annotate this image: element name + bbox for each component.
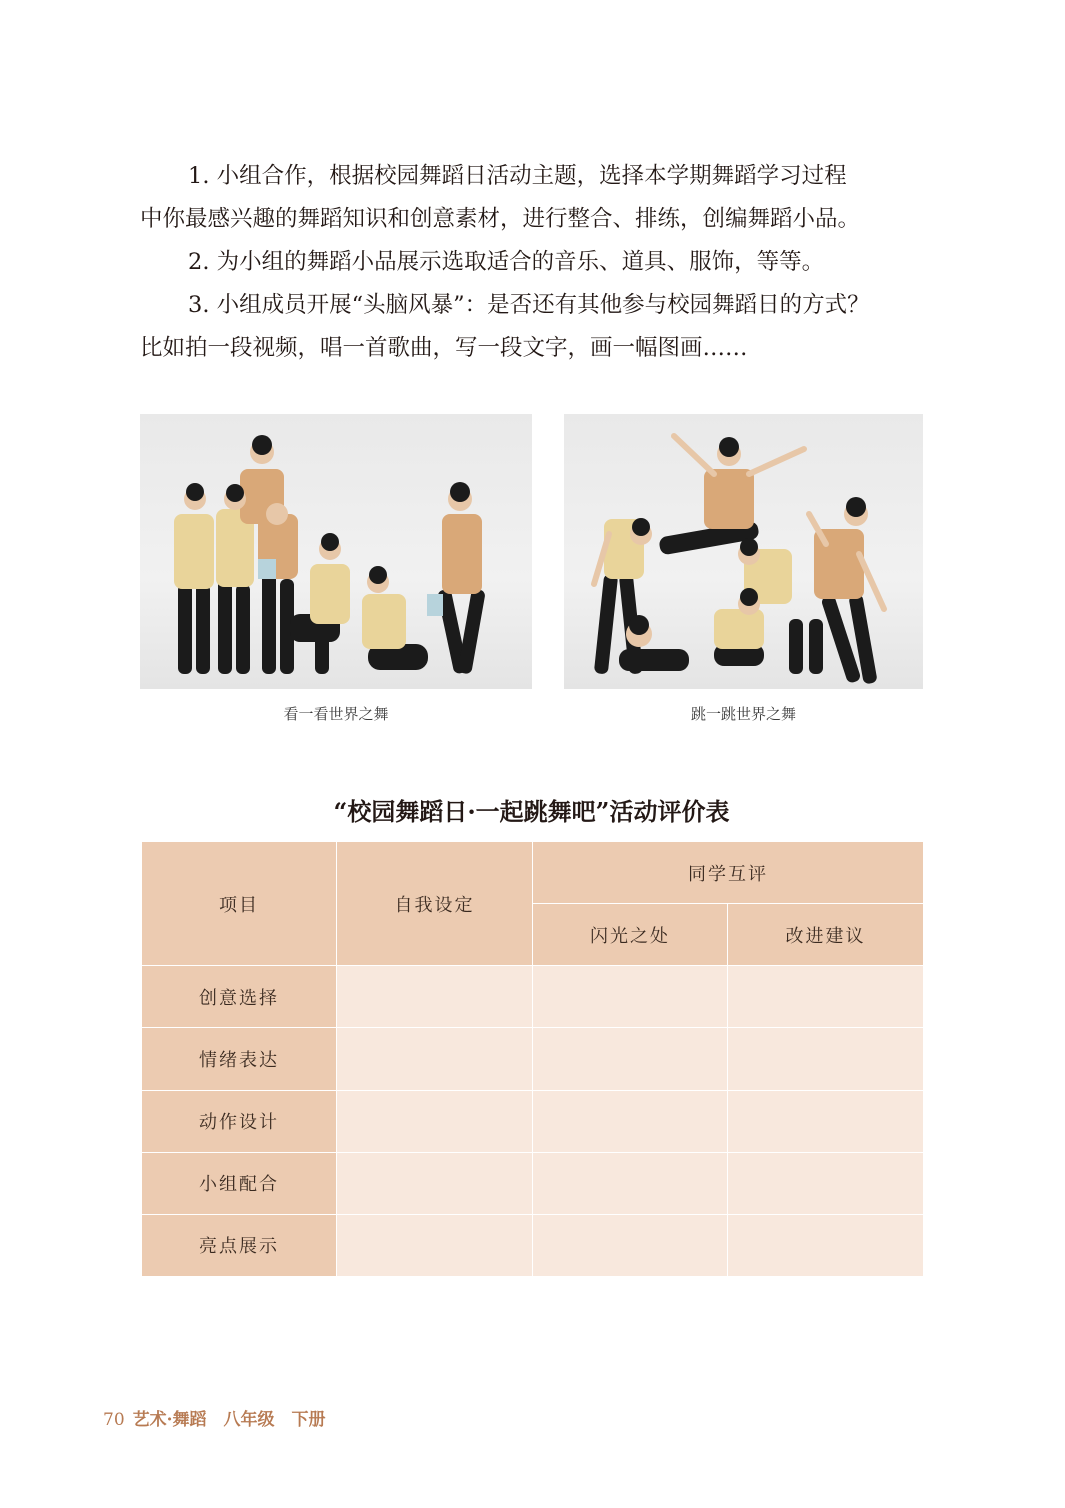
cell-highlight[interactable] — [533, 966, 728, 1028]
photo-caption-2: 跳一跳世界之舞 — [690, 705, 796, 723]
instruction-1 — [140, 155, 930, 241]
instruction-2: 2. 为小组的舞蹈小品展示选取适合的音乐、道具、服饰，等等。 — [188, 249, 825, 275]
table-row — [142, 1214, 924, 1276]
instruction-3-line-2: 比如拍一段视频，唱一首歌曲，写一段文字，画一幅图画…… — [140, 335, 748, 361]
row-label: 动作设计 — [142, 1090, 337, 1152]
evaluation-table — [141, 841, 924, 1277]
book-title: 艺术·舞蹈 八年级 下册 — [132, 1410, 326, 1430]
table-row — [142, 1152, 924, 1214]
instruction-1-line-2: 中你最感兴趣的舞蹈知识和创意素材，进行整合、排练，创编舞蹈小品。 — [140, 206, 861, 232]
cell-self[interactable] — [337, 1028, 533, 1090]
cell-self[interactable] — [337, 966, 533, 1028]
cell-highlight[interactable] — [533, 1028, 728, 1090]
instruction-3 — [140, 284, 930, 370]
cell-suggestion[interactable] — [728, 1028, 924, 1090]
instruction-3-line-1: 3. 小组成员开展“头脑风暴”：是否还有其他参与校园舞蹈日的方式？ — [188, 292, 870, 318]
page-footer — [103, 1405, 326, 1430]
cell-suggestion[interactable] — [728, 966, 924, 1028]
page-number: 70 — [103, 1410, 125, 1430]
row-label: 小组配合 — [142, 1152, 337, 1214]
row-label: 亮点展示 — [142, 1214, 337, 1276]
dance-photo-group-2 — [564, 414, 923, 689]
cell-self[interactable] — [337, 1152, 533, 1214]
table-row — [142, 1090, 924, 1152]
table-row — [142, 966, 924, 1028]
photo-caption-1: 看一看世界之舞 — [283, 705, 389, 723]
cell-suggestion[interactable] — [728, 1214, 924, 1276]
cell-self[interactable] — [337, 1090, 533, 1152]
cell-highlight[interactable] — [533, 1152, 728, 1214]
header-peer-review: 同学互评 — [533, 842, 924, 904]
instruction-1-line-1: 1. 小组合作，根据校园舞蹈日活动主题，选择本学期舞蹈学习过程 — [188, 163, 847, 189]
header-item: 项目 — [142, 842, 337, 966]
cell-suggestion[interactable] — [728, 1090, 924, 1152]
cell-highlight[interactable] — [533, 1214, 728, 1276]
table-row — [142, 1028, 924, 1090]
row-label: 创意选择 — [142, 966, 337, 1028]
header-suggestion: 改进建议 — [728, 904, 924, 966]
cell-suggestion[interactable] — [728, 1152, 924, 1214]
header-self-setting: 自我设定 — [337, 842, 533, 966]
cell-self[interactable] — [337, 1214, 533, 1276]
dance-photo-group-1 — [140, 414, 532, 689]
cell-highlight[interactable] — [533, 1090, 728, 1152]
header-highlight: 闪光之处 — [533, 904, 728, 966]
table-title: “校园舞蹈日·一起跳舞吧”活动评价表 — [333, 797, 730, 826]
row-label: 情绪表达 — [142, 1028, 337, 1090]
